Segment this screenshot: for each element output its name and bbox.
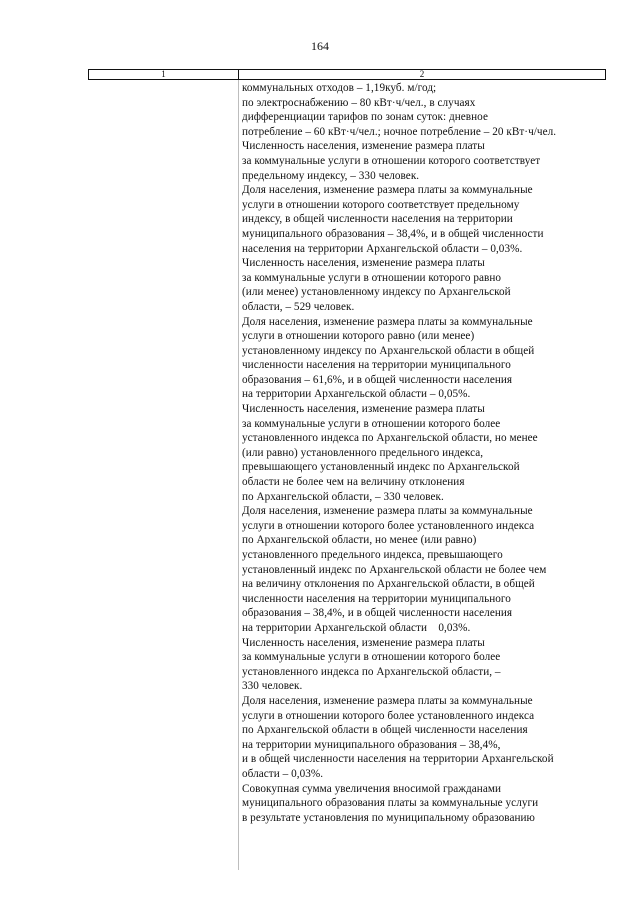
text-line: Доля населения, изменение размера платы за коммунальные: [242, 315, 533, 328]
text-line: Доля населения, изменение размера платы за коммунальные: [242, 694, 533, 707]
text-line: услуги в отношении которого более установленного индекса: [242, 709, 535, 722]
text-line: (или менее) установленному индексу по Архангельской: [242, 286, 511, 299]
text-line: на территории муниципального образования – 38,4%,: [242, 738, 501, 751]
text-line: установленному индексу по Архангельской области в общей: [242, 344, 535, 357]
text-line: по Архангельской области, но менее (или равно): [242, 534, 477, 547]
text-line: численности населения на территории муниципального: [242, 592, 511, 605]
text-line: Численность населения, изменение размера платы: [242, 403, 485, 416]
text-line: за коммунальные услуги в отношении которого более: [242, 417, 501, 430]
text-line: и в общей численности населения на территории Архангельской: [242, 753, 554, 766]
text-line: на территории Архангельской области – 0,05%.: [242, 388, 471, 401]
text-line: за коммунальные услуги в отношении которого равно: [242, 271, 502, 284]
text-line: Численность населения, изменение размера платы: [242, 257, 485, 270]
text-line: на величину отклонения по Архангельской области, в общей: [242, 578, 535, 591]
text-line: Численность населения, изменение размера платы: [242, 636, 485, 649]
text-line: по Архангельской области в общей численности населения: [242, 724, 528, 737]
text-line: коммунальных отходов – 1,19куб. м/год;: [242, 82, 437, 94]
text-line: установленный индекс по Архангельской области не более чем: [242, 563, 547, 576]
text-line: области не более чем на величину отклонения: [242, 476, 465, 489]
text-line: 330 человек.: [242, 680, 303, 693]
text-line: услуги в отношении которого соответствует предельному: [242, 198, 520, 211]
text-line: установленного индекса по Архангельской области, –: [242, 665, 501, 678]
text-line: в результате установления по муниципальному образованию: [242, 811, 535, 824]
text-line: образования – 61,6%, и в общей численности населения: [242, 373, 513, 386]
column-divider: [238, 80, 239, 870]
text-line: Совокупная сумма увеличения вносимой гражданами: [242, 782, 502, 795]
text-line: численности населения на территории муниципального: [242, 359, 511, 372]
text-line: муниципального образования платы за коммунальные услуги: [242, 797, 539, 810]
text-line: услуги в отношении которого более установленного индекса: [242, 519, 535, 532]
text-line: превышающего установленный индекс по Архангельской: [242, 461, 520, 474]
text-line: по Архангельской области, – 330 человек.: [242, 490, 444, 503]
text-line: муниципального образования – 38,4%, и в общей численности: [242, 227, 544, 240]
text-line: по электроснабжению – 80 кВт·ч/чел., в случаях: [242, 96, 476, 109]
table-header-col2: 2: [419, 69, 425, 79]
text-line: (или равно) установленного предельного индекса,: [242, 446, 484, 459]
text-line: установленного индекса по Архангельской области, но менее: [242, 432, 538, 445]
text-line: области – 0,03%.: [242, 767, 324, 780]
page-number: 164: [311, 39, 329, 53]
document-text-column: [242, 81, 612, 825]
text-line: потребление – 60 кВт·ч/чел.; ночное потребление – 20 кВт·ч/чел.: [242, 125, 557, 138]
table-header-col1: 1: [89, 70, 239, 79]
text-line: предельному индексу, – 330 человек.: [242, 169, 420, 182]
text-line: услуги в отношении которого равно (или менее): [242, 330, 475, 343]
text-line: области, – 529 человек.: [242, 300, 355, 313]
text-line: индексу, в общей численности населения на территории: [242, 213, 513, 226]
text-line: дифференциации тарифов по зонам суток: дневное: [242, 111, 488, 124]
text-line: установленного предельного индекса, превышающего: [242, 549, 503, 561]
text-line: за коммунальные услуги в отношении которого более: [242, 651, 501, 664]
text-line: населения на территории Архангельской области – 0,03%.: [242, 242, 523, 255]
text-line: на территории Архангельской области 0,03%.: [242, 621, 471, 634]
text-line: за коммунальные услуги в отношении которого соответствует: [242, 154, 541, 167]
text-line: образования – 38,4%, и в общей численности населения: [242, 607, 513, 620]
text-line: Численность населения, изменение размера платы: [242, 140, 485, 153]
table-header: [88, 69, 606, 80]
text-line: Доля населения, изменение размера платы за коммунальные: [242, 184, 533, 197]
text-line: Доля населения, изменение размера платы за коммунальные: [242, 505, 533, 518]
